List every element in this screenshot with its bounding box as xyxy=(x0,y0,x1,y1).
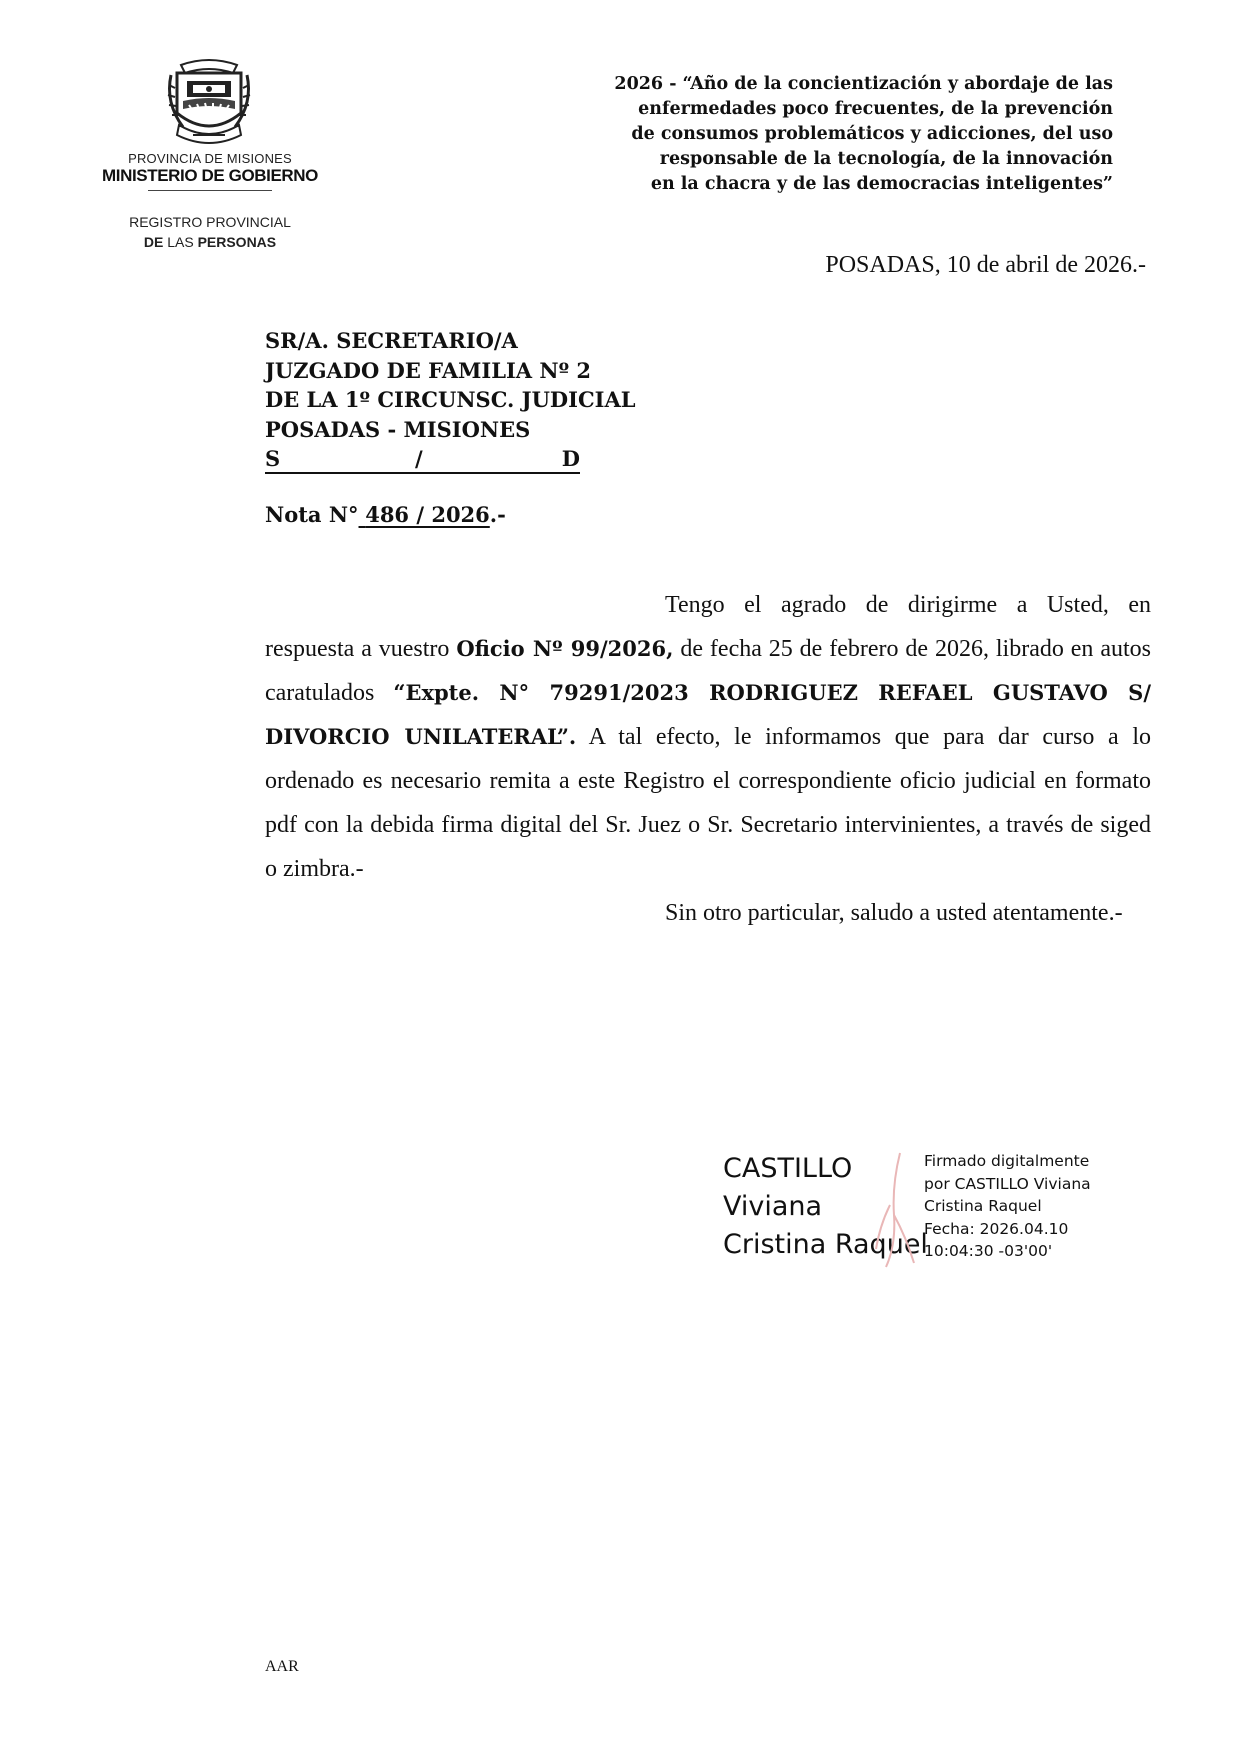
signature-detail-line: por CASTILLO Viviana xyxy=(924,1174,1091,1193)
addressee-block xyxy=(265,326,636,482)
motto-line: de consumos problemáticos y adicciones, del uso xyxy=(631,124,1113,144)
body-paragraph-1: Tengo el agrado de dirigirme a Usted, en respuesta a vuestro Oficio Nº 99/2026, de fecha 25 de febrero de 2026, librado en autos caratulados “Expte. N° 79291/2023 RODRIGUEZ REFAEL GUSTAVO S/ DIVORCIO UNILATERAL”. A tal efecto, le informamos que para dar curso a lo ordenado es necesario remita a este Registro el correspondiente oficio judicial en formato pdf con la debida firma digital del Sr. Juez o Sr. Secretario intervinientes, a través de siged o zimbra.- xyxy=(265,592,1151,882)
typist-initials: AAR xyxy=(265,1658,299,1675)
letter-body xyxy=(265,583,1151,935)
nota-number-line xyxy=(265,502,506,527)
sd-s: S xyxy=(265,446,281,471)
sd-slash: / xyxy=(415,446,423,471)
signer-name-line: CASTILLO xyxy=(723,1153,853,1184)
registry-word-de: DE xyxy=(143,234,164,250)
letter-date: POSADAS, 10 de abril de 2026.- xyxy=(825,252,1146,278)
expediente-reference: “Expte. N° 79291/2023 RODRIGUEZ REFAEL GUSTAVO S/ DIVORCIO UNILATERAL”. xyxy=(265,680,1151,749)
ministry-name: MINISTERIO DE GOBIERNO xyxy=(102,166,318,185)
registry-name-line1: REGISTRO PROVINCIAL xyxy=(129,214,291,230)
digital-signature-mark-icon xyxy=(868,1145,918,1275)
registry-name-line2 xyxy=(110,234,310,250)
signature-detail-line: 10:04:30 -03'00' xyxy=(924,1242,1053,1260)
motto-line: responsable de la tecnología, de la innovación xyxy=(659,149,1113,169)
signature-detail-line: Fecha: 2026.04.10 xyxy=(924,1219,1069,1238)
addressee-line: POSADAS - MISIONES xyxy=(265,416,531,442)
body-paragraph-2: Sin otro particular, saludo a usted atentamente.- xyxy=(665,900,1123,926)
sd-d: D xyxy=(561,446,580,471)
year-motto xyxy=(473,72,1113,197)
digital-signature-details xyxy=(924,1150,1091,1263)
motto-line: en la chacra y de las democracias inteligentes” xyxy=(650,174,1113,194)
registry-word-las: LAS xyxy=(167,234,194,250)
signature-detail-line: Firmado digitalmente xyxy=(924,1152,1090,1170)
nota-number: 486 / 2026 xyxy=(365,502,490,527)
ministry-divider xyxy=(148,190,272,191)
province-name: PROVINCIA DE MISIONES xyxy=(128,151,292,166)
addressee-line: DE LA 1º CIRCUNSC. JUDICIAL xyxy=(265,387,636,412)
motto-line: enfermedades poco frecuentes, de la prevención xyxy=(638,99,1113,119)
provincia-de-misiones-crest-icon xyxy=(163,55,255,147)
nota-suffix: .- xyxy=(489,502,506,527)
signer-name-line: Cristina Raquel xyxy=(723,1229,928,1260)
su-despacho-line xyxy=(265,444,580,474)
motto-line: 2026 - “Año de la concientización y abordaje de las xyxy=(614,74,1113,94)
signature-detail-line: Cristina Raquel xyxy=(924,1197,1042,1215)
addressee-line: JUZGADO DE FAMILIA Nº 2 xyxy=(265,357,592,383)
oficio-reference: Oficio Nº 99/2026, xyxy=(456,636,674,661)
addressee-line: SR/A. SECRETARIO/A xyxy=(265,328,518,353)
signer-name-line: Viviana xyxy=(723,1191,823,1222)
registry-word-personas: PERSONAS xyxy=(197,234,277,250)
nota-label: Nota N° xyxy=(265,502,359,527)
